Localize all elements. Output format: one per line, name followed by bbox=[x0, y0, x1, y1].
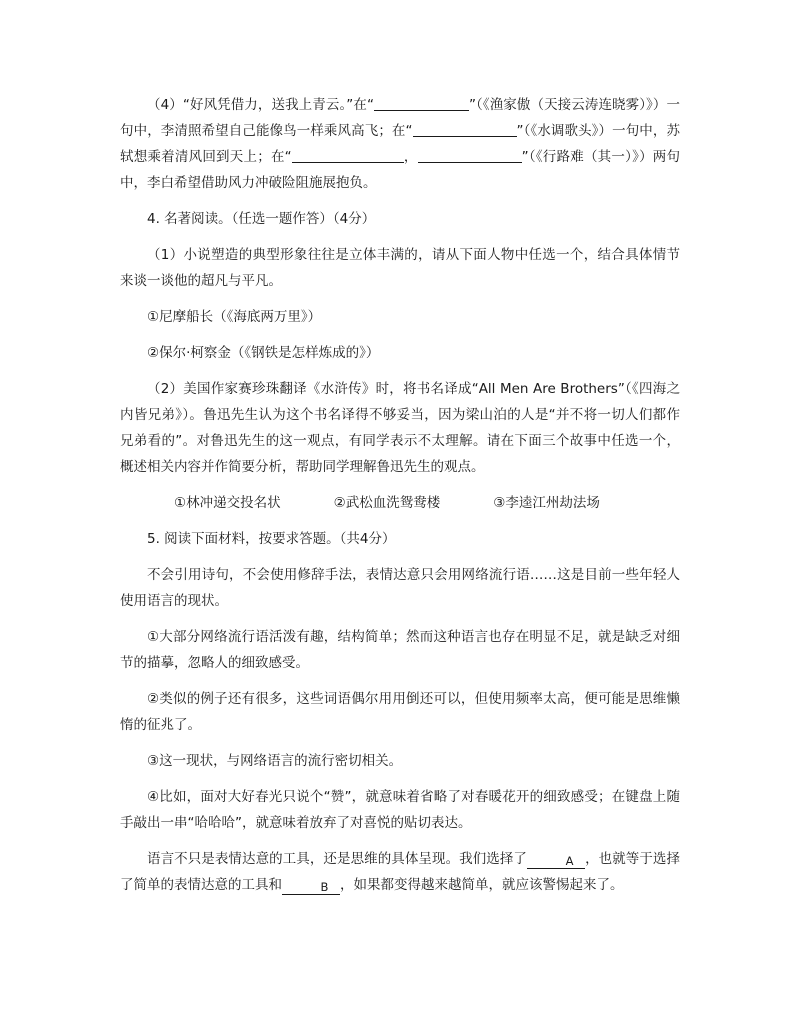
fill-blank-1[interactable] bbox=[374, 96, 469, 111]
question-4-sub-2: （2）美国作家赛珍珠翻译《水浒传》时，将书名译成“All Men Are Brothers”（《四海之内皆兄弟》）。鲁迅先生认为这个书名译得不够妥当，因为梁山泊的人是“并不将一切人们都作兄弟看的”。对鲁迅先生的这一观点，有同学表示不太理解。请在下面三个故事中任选一个，概述相关内容并作简要分析，帮助同学理解鲁迅先生的观点。 bbox=[120, 381, 680, 475]
story-option-1: ①林冲递交投名状 bbox=[174, 495, 281, 511]
question-5-conclusion bbox=[120, 846, 680, 898]
q4-4-text-5: ”（《行路难（其一）》）两句中，李白希望借助风力冲破险阻施展抱负。 bbox=[120, 149, 681, 191]
document-content bbox=[120, 92, 680, 908]
question-4-4 bbox=[120, 92, 680, 196]
fill-blank-4[interactable] bbox=[418, 148, 522, 163]
story-option-2: ②武松血洗鸳鸯楼 bbox=[333, 495, 441, 511]
question-4-sub-1: （1）小说塑造的典型形象往往是立体丰满的，请从下面人物中任选一个，结合具体情节来谈一谈他的超凡与平凡。 bbox=[120, 247, 680, 289]
sentence-3: ③这一现状，与网络语言的流行密切相关。 bbox=[147, 753, 403, 769]
fill-blank-3[interactable] bbox=[292, 148, 404, 163]
question-4-heading: 4. 名著阅读。（任选一题作答）（4分） bbox=[147, 211, 376, 227]
fill-blank-2[interactable] bbox=[413, 122, 517, 137]
conclusion-text-3: ，如果都变得越来越简单，就应该警惕起来了。 bbox=[340, 877, 624, 893]
fill-blank-a[interactable]: A bbox=[527, 854, 585, 869]
conclusion-text-1: 语言不只是表情达意的工具，还是思维的具体呈现。我们选择了 bbox=[147, 851, 527, 867]
conclusion-text-2: ，也就等于选择了简单的表情达意的工具和 bbox=[120, 851, 680, 893]
q4-4-text-3: ”（《水调歌头》）一句中，苏轼想乘着清风回到天上；在“ bbox=[120, 123, 681, 165]
sentence-2: ②类似的例子还有很多，这些词语偶尔用用倒还可以，但使用频率太高，便可能是思维懒惰的征兆了。 bbox=[120, 691, 680, 733]
question-5-heading: 5. 阅读下面材料，按要求答题。（共4分） bbox=[147, 531, 396, 547]
story-options bbox=[120, 490, 680, 516]
q4-4-text-1: （4）“好风凭借力，送我上青云。”在“ bbox=[147, 97, 374, 113]
option-nemo: ①尼摩船长（《海底两万里》） bbox=[147, 309, 322, 325]
fill-blank-b[interactable]: B bbox=[282, 880, 340, 895]
option-pavel: ②保尔·柯察金（《钢铁是怎样炼成的》） bbox=[147, 345, 380, 361]
sentence-1: ①大部分网络流行语活泼有趣，结构简单；然而这种语言也存在明显不足，就是缺乏对细节的描摹，忽略人的细致感受。 bbox=[120, 629, 680, 671]
sentence-4: ④比如，面对大好春光只说个“赞”，就意味着省略了对春暖花开的细致感受；在键盘上随手敲出一串“哈哈哈”，就意味着放弃了对喜悦的贴切表达。 bbox=[120, 789, 680, 831]
q4-4-text-2: ”（《渔家傲（天接云涛连晓雾）》）一句中，李清照希望自己能像鸟一样乘风高飞；在“ bbox=[120, 97, 680, 139]
q4-4-text-4: ， bbox=[403, 149, 418, 165]
story-option-3: ③李逵江州劫法场 bbox=[493, 495, 600, 511]
question-5-intro: 不会引用诗句，不会使用修辞手法，表情达意只会用网络流行语……这是目前一些年轻人使用语言的现状。 bbox=[120, 567, 680, 609]
